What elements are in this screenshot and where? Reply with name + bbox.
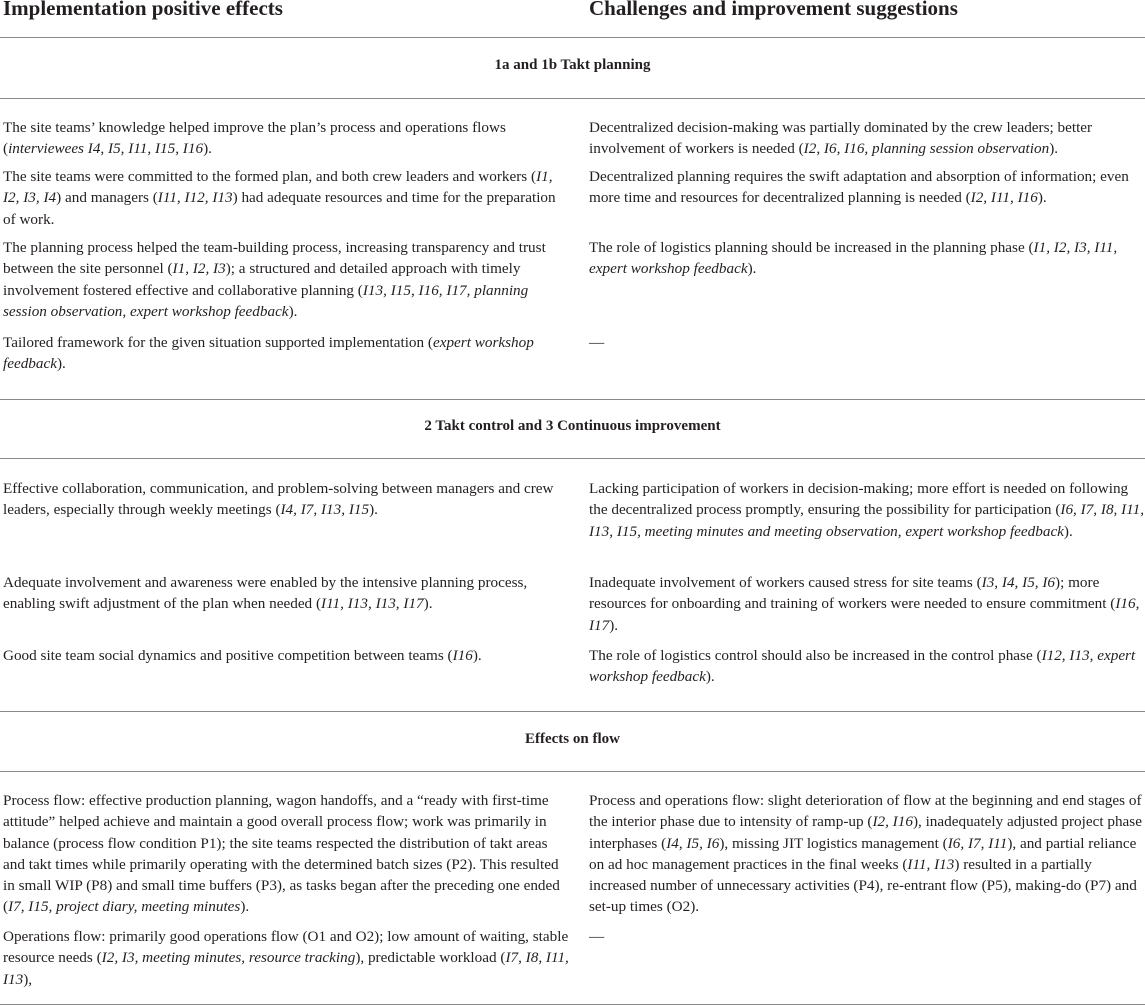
table-cell	[3, 478, 569, 521]
table-bottom-rule	[0, 1004, 1145, 1005]
table-cell	[3, 572, 569, 615]
citation-text: I4, I5, I6	[666, 834, 720, 852]
cell-text: —	[589, 928, 605, 945]
section-rule	[0, 98, 1145, 99]
cell-text: ).	[1063, 522, 1073, 540]
cell-text: ).	[609, 616, 619, 634]
column-header-challenges: Challenges and improvement suggestions	[589, 0, 958, 20]
citation-text: I2, I11, I16	[970, 189, 1038, 207]
citation-text: I13, I15, I16, I17, planning session observation, expert workshop feedback	[3, 281, 529, 320]
table-cell	[3, 332, 569, 375]
cell-text: ).	[747, 260, 757, 278]
section-title: Effects on flow	[525, 731, 620, 747]
cell-text: ).	[240, 898, 250, 916]
cell-text: Effective collaboration, communication, and problem-solving between managers and crew leaders, especially through weekly meetings (	[3, 480, 554, 519]
table-cell	[3, 237, 569, 322]
citation-text: I7, I15, project diary, meeting minutes	[8, 898, 241, 916]
citation-text: I2, I3, meeting minutes, resource tracking	[101, 949, 356, 967]
citation-text: I2, I16	[872, 813, 913, 831]
cell-text: ) had adequate resources and time for the preparation of work.	[3, 189, 556, 228]
citation-text: I12, I13, expert workshop feedback	[589, 647, 1136, 686]
cell-text: The site teams were committed to the formed plan, and both crew leaders and workers (	[3, 168, 537, 185]
citation-text: I3, I4, I5, I6	[981, 574, 1056, 591]
cell-text: ),	[23, 970, 33, 988]
table-header	[0, 0, 1145, 38]
cell-text: ); more resources for onboarding and training of workers were needed to ensure commitment (	[589, 574, 1116, 613]
cell-text: ).	[1037, 189, 1047, 207]
citation-text: expert workshop feedback	[3, 334, 534, 373]
citation-text: I2, I6, I16, planning session observation	[803, 140, 1050, 158]
cell-text: ), missing JIT logistics management (	[719, 834, 948, 852]
citation-text: I1, I2, I3, I11, expert workshop feedback	[589, 239, 1118, 278]
table-cell	[589, 572, 1145, 636]
table-cell	[3, 790, 569, 918]
cell-text: Process flow: effective production planning, wagon handoffs, and a “ready with first-time attitude” helped achieve and maintain a good overall process flow; work was primarily in balance (process flow condition P1); the site teams respected the distribution of takt areas and takt times while primarily operating with the determined batch sizes (P2). This resulted in small WIP (P8) and small time buffers (P3), as tasks began after the preceding one ended (	[3, 792, 560, 916]
table-cell	[589, 790, 1145, 918]
citation-text: I6, I7, I8, I11, I13, I15, meeting minutes and meeting observation, expert workshop feedback	[589, 501, 1145, 540]
cell-text: Inadequate involvement of workers caused stress for site teams (	[589, 574, 982, 591]
table-cell	[589, 117, 1145, 160]
table-cell	[589, 237, 1145, 280]
cell-text: ).	[423, 595, 433, 613]
cell-text: Good site team social dynamics and positive competition between teams (	[3, 647, 453, 664]
cell-text: ).	[203, 140, 212, 158]
cell-text: The site teams’ knowledge helped improve the plan’s process and operations flows (	[3, 119, 506, 158]
table-cell	[589, 166, 1145, 209]
cell-text: Decentralized planning requires the swift adaptation and absorption of information; even more time and resources for decentralized planning is needed (	[589, 168, 1129, 207]
cell-text: Operations flow: primarily good operations flow (O1 and O2); low amount of waiting, stable resource needs (	[3, 928, 569, 967]
table-cell	[589, 645, 1145, 688]
cell-text: Lacking participation of workers in decision-making; more effort is needed on following the decentralized process promptly, ensuring the possibility for participation (	[589, 480, 1129, 519]
cell-text: ).	[56, 355, 66, 373]
table-cell	[589, 332, 1145, 353]
cell-text: The role of logistics planning should be increased in the planning phase (	[589, 239, 1034, 256]
section-rule	[0, 711, 1145, 712]
section-title: 2 Takt control and 3 Continuous improvement	[424, 418, 721, 434]
section-rule	[0, 771, 1145, 772]
cell-text: The role of logistics control should also be increased in the control phase (	[589, 647, 1042, 664]
table-cell	[3, 926, 569, 990]
cell-text: ) and managers (	[56, 189, 158, 207]
table-cell	[3, 166, 569, 230]
citation-text: I1, I2, I3, I4	[3, 168, 553, 207]
cell-text: ); a structured and detailed approach with timely involvement fostered effective and collaborative planning (	[3, 260, 521, 299]
cell-text: —	[589, 334, 605, 351]
cell-text: ).	[1049, 140, 1059, 158]
cell-text: Adequate involvement and awareness were enabled by the intensive planning process, enabling swift adjustment of the plan when needed (	[3, 574, 528, 613]
citation-text: I11, I13, I13, I17	[321, 595, 424, 613]
cell-text: The planning process helped the team-building process, increasing transparency and trust between the site personnel (	[3, 239, 546, 278]
cell-text: ), and partial reliance on ad hoc management practices in the final weeks (	[589, 834, 1137, 873]
citation-text: I11, I13	[907, 855, 955, 873]
citation-text: I1, I2, I3	[172, 260, 226, 278]
citation-text: I16, I17	[589, 595, 1140, 634]
citation-text: I4, I7, I13, I15	[280, 501, 370, 519]
citation-text: I11, I12, I13	[157, 189, 233, 207]
cell-text: Tailored framework for the given situation supported implementation (	[3, 334, 433, 351]
table-cell	[3, 645, 569, 666]
section-rule	[0, 399, 1145, 400]
cell-text: Process and operations flow: slight deterioration of flow at the beginning and end stages of the interior phase due to intensity of ramp-up (	[589, 792, 1142, 831]
section-title: 1a and 1b Takt planning	[494, 57, 651, 73]
table-cell	[589, 926, 1145, 947]
cell-text: ), inadequately adjusted project phase interphases (	[589, 813, 1142, 852]
citation-text: I16	[452, 647, 473, 664]
table-cell	[589, 478, 1145, 542]
cell-text: ).	[369, 501, 378, 519]
column-header-positive-effects: Implementation positive effects	[3, 0, 283, 20]
section-rule	[0, 458, 1145, 459]
table-cell	[3, 117, 569, 160]
citation-text: I7, I8, I11, I13	[3, 949, 569, 988]
cell-text: ).	[288, 302, 298, 320]
cell-text: ) resulted in a partially increased number of unnecessary activities (P4), re-entrant flow (P5), making-do (P7) and set-up times (O2).	[589, 855, 1137, 916]
cell-text: ), predictable workload (	[355, 949, 506, 967]
cell-text: ).	[472, 647, 482, 664]
cell-text: ).	[705, 668, 715, 686]
cell-text: Decentralized decision-making was partially dominated by the crew leaders; better involvement of workers is needed (	[589, 119, 1093, 158]
citation-text: I6, I7, I11	[947, 834, 1008, 852]
citation-text: interviewees I4, I5, I11, I15, I16	[8, 140, 204, 158]
